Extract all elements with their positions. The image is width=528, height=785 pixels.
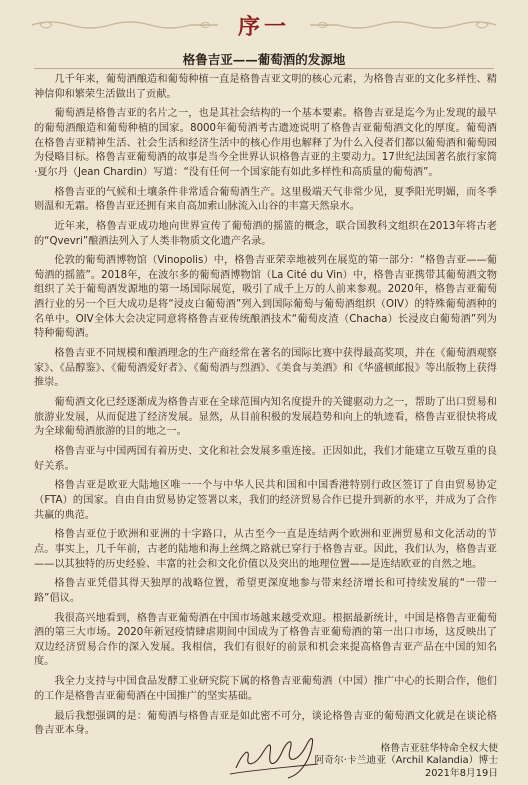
signer-title: 格鲁吉亚驻华特命全权大使: [380, 743, 498, 754]
paragraph: 几千年来，葡萄酒酿造和葡萄种植一直是格鲁吉亚文明的核心元素，为格鲁吉亚的文化多样性、精神信仰和繁荣生活做出了贡献。: [34, 74, 497, 100]
paragraph: 格鲁吉亚位于欧洲和亚洲的十字路口，从古至今一直是连结两个欧洲和亚洲贸易和文化活动的节点。事实上，几千年前，古老的陆地和海上丝绸之路就已穿行于格鲁吉亚。因此，我们认为，格鲁吉亚——以其独特的历史经验、丰富的社会和文化价值以及突出的地理位置——是连结欧亚的自然之地。: [34, 529, 497, 570]
sign-date: 2021年8月19日: [424, 767, 498, 779]
preface-body: [34, 73, 497, 744]
paragraph: 格鲁吉亚凭借其得天独厚的战略位置，希望更深度地参与带来经济增长和可持续发展的“一带一路”倡议。: [34, 578, 497, 604]
paragraph: 我很高兴地看到，格鲁吉亚葡萄酒在中国市场越来越受欢迎。根据最新统计，中国是格鲁吉亚葡萄酒的第三大市场。2020年新冠疫情肆虐期间中国成为了格鲁吉亚葡萄酒的第一出口市场，这反映出了双边经济贸易合作的深入发展。我相信，我们有很好的前景和机会来提高格鲁吉亚产品在中国的知名度。: [34, 612, 497, 668]
paragraph: 葡萄酒文化已经逐渐成为格鲁吉亚在全球范围内知名度提升的关键驱动力之一，帮助了出口贸易和旅游业发展，从而促进了经济发展。显然，从目前积极的发展趋势和向上的轨迹看，格鲁吉亚很快将成为全球葡萄酒旅游的目的地之一。: [34, 397, 497, 438]
paragraph: 格鲁吉亚是欧亚大陆地区唯一一个与中华人民共和国和中国香港特别行政区签订了自由贸易协定（FTA）的国家。自由自由贸易协定签署以来，我们的经济贸易合作已提升到新的水平，并成为了合作共赢的典范。: [34, 480, 497, 521]
paragraph: 近年来，格鲁吉亚成功地向世界宣传了葡萄酒的摇篮的概念，联合国教科文组织在2013年将古老的“Qvevri”酿酒法列入了人类非物质文化遗产名录。: [34, 220, 497, 247]
decorative-scroll-icon: [308, 18, 498, 32]
handwritten-signature: [228, 724, 324, 784]
title-header: [0, 8, 528, 42]
paragraph: 葡萄酒是格鲁吉亚的名片之一，也是其社会结构的一个基本要素。格鲁吉亚是迄今为止发现的最早的葡萄酒酿造和葡萄种植的国家。8000年葡萄酒考古遗迹说明了格鲁吉亚葡萄酒文化的厚度。葡萄酒在格鲁吉亚精神生活、社会生活和经济生活中的核心作用也解释了为什么入侵者们都以葡萄酒和葡萄园为侵略目标。格鲁吉亚葡萄酒的故事是当今全世界认识格鲁吉亚的主要动力。17世纪法国著名旅行家简·夏尔丹（Jean Chardin）写道：“没有任何一个国家能有如此多样性和高质量的葡萄酒”。: [34, 108, 497, 178]
divider: [34, 68, 494, 69]
paragraph: 我全力支持与中国食品发酵工业研究院下属的格鲁吉亚葡萄酒（中国）推广中心的长期合作，他们的工作是格鲁吉亚葡萄酒在中国推广的坚实基础。: [34, 676, 497, 702]
page-title: 序一: [237, 15, 290, 40]
signer-name: 阿奇尔·卡兰迪亚（Archil Kalandia）博士: [314, 755, 498, 767]
paragraph: 格鲁吉亚的气候和土壤条件非常适合葡萄酒生产。这里极端天气非常少见，夏季阳光明媚，而冬季则温和无霜。格鲁吉亚还拥有来自高加索山脉流入山谷的丰富天然泉水。: [34, 186, 497, 213]
paragraph: 格鲁吉亚与中国两国有着历史、文化和社会发展多重连接。正因如此，我们才能建立互敬互重的良好关系。: [34, 445, 497, 472]
paragraph: 伦敦的葡萄酒博物馆（Vinopolis）中，格鲁吉亚荣幸地被列在展览的第一部分：“格鲁吉亚——葡萄酒的摇篮”。2018年，在波尔多的葡萄酒博物馆（La Cité du Vin）中，格鲁吉亚携带其葡萄酒文物组织了关于葡萄酒发源地的第一场国际展览，吸引了成千上万的人前来参观。2020年，格鲁吉亚葡萄酒行业的另一个巨大成功是将“浸皮白葡萄酒”列入到国际葡萄与葡萄酒组织（OIV）的特殊葡萄酒种的名单中。OIV全体大会决定同意将格鲁吉亚传统酿酒技术“葡萄皮渣（Chacha）长浸皮白葡萄酒”列为特种葡萄酒。: [34, 255, 497, 340]
paragraph: 最后我想强调的是：葡萄酒与格鲁吉亚是如此密不可分，谈论格鲁吉亚的葡萄酒文化就是在谈论格鲁吉亚本身。: [34, 710, 497, 737]
paragraph: 格鲁吉亚不同规模和酿酒理念的生产商经常在著名的国际比赛中获得最高奖项，并在《葡萄酒观察家》、《品醇鉴》、《葡萄酒爱好者》、《葡萄酒与烈酒》、《美食与美酒》和《华盛顿邮报》等出版物上获得推崇。: [34, 348, 497, 389]
signature-block: [314, 743, 498, 780]
page-subtitle: 格鲁吉亚——葡萄酒的发源地: [182, 52, 346, 67]
